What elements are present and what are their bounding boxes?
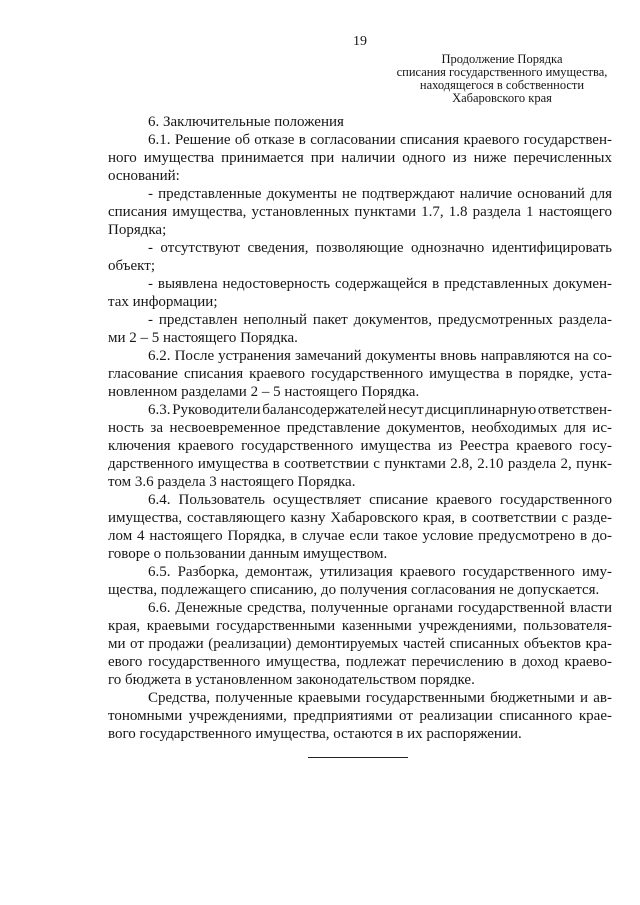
paragraph bbox=[108, 311, 612, 347]
text-line: том 3.6 раздела 3 настоящего Порядка. bbox=[108, 474, 356, 490]
text-line: гласование списания краевого государственного имущества в порядке, уста- bbox=[108, 366, 612, 382]
text-line: го бюджета в установленном законодательством порядке. bbox=[108, 672, 475, 688]
text-line: ключения краевого государственного имущества из Реестра краевого госу- bbox=[108, 438, 612, 454]
text-line: списания имущества, установленных пунктами 1.7, 1.8 раздела 1 настоящего bbox=[108, 204, 612, 220]
paragraph bbox=[108, 689, 612, 743]
paragraph bbox=[108, 347, 612, 401]
text-line: дарственного имущества в соответствии с пунктами 2.8, 2.10 раздела 2, пунк- bbox=[108, 456, 612, 472]
paragraph bbox=[108, 491, 612, 563]
text-line: 6.2. После устранения замечаний документы вновь направляются на со- bbox=[148, 348, 612, 364]
text-line: объект; bbox=[108, 258, 155, 274]
text-line: 6.5. Разборка, демонтаж, утилизация краевого государственного иму- bbox=[148, 564, 612, 580]
text-line: евого государственного имущества, подлежат перечислению в доход краево- bbox=[108, 654, 612, 670]
text-line: говоре о пользовании данным имуществом. bbox=[108, 546, 388, 562]
text-line: щества, подлежащего списанию, до получения согласования не допускается. bbox=[108, 582, 600, 598]
paragraph bbox=[108, 275, 612, 311]
header-line: списания государственного имущества, bbox=[396, 65, 608, 79]
header-line: Хабаровского края bbox=[452, 91, 552, 105]
text-line: новленном разделами 2 – 5 настоящего Порядка. bbox=[108, 384, 420, 400]
text-line: 6.3. Руководители балансодержателей несут дисциплинарную ответствен- bbox=[148, 402, 612, 418]
text-line: - отсутствуют сведения, позволяющие однозначно идентифицировать bbox=[148, 240, 612, 256]
text-line: края, краевыми государственными казенными учреждениями, пользователя- bbox=[108, 618, 612, 634]
header-line: Продолжение Порядка bbox=[441, 52, 563, 66]
text-line: 6.4. Пользователь осуществляет списание краевого государственного bbox=[148, 492, 612, 508]
page-number: 19 bbox=[353, 34, 367, 49]
header-line: находящегося в собственности bbox=[419, 78, 585, 92]
text-line: ного имущества принимается при наличии одного из ниже перечисленных bbox=[108, 150, 612, 166]
header-note bbox=[387, 53, 617, 105]
text-line: 6.1. Решение об отказе в согласовании списания краевого государствен- bbox=[148, 132, 612, 148]
text-line: тономными учреждениями, предприятиями от реализации списанного крае- bbox=[108, 708, 612, 724]
text-line: ность за несвоевременное представление документов, необходимых для ис- bbox=[108, 420, 612, 436]
section-title: 6. Заключительные положения bbox=[148, 114, 344, 130]
paragraph bbox=[108, 401, 612, 491]
text-line: - выявлена недостоверность содержащейся в представленных докумен- bbox=[148, 276, 612, 292]
document-body bbox=[108, 113, 612, 743]
text-line: вого государственного имущества, остаются в их распоряжении. bbox=[108, 726, 522, 742]
text-line: имущества, составляющего казну Хабаровского края, в соответствии с разде- bbox=[108, 510, 612, 526]
text-line: лом 4 настоящего Порядка, в случае если такое условие предусмотрено в до- bbox=[108, 528, 612, 544]
text-line: - представлен неполный пакет документов, предусмотренных раздела- bbox=[148, 312, 612, 328]
paragraph bbox=[108, 563, 612, 599]
text-line: тах информации; bbox=[108, 294, 218, 310]
paragraph bbox=[108, 239, 612, 275]
separator-line bbox=[308, 757, 408, 758]
text-line: оснований: bbox=[108, 168, 180, 184]
text-line: 6.6. Денежные средства, полученные органами государственной власти bbox=[148, 600, 612, 616]
text-line: Средства, полученные краевыми государственными бюджетными и ав- bbox=[148, 690, 612, 706]
text-line: - представленные документы не подтверждают наличие оснований для bbox=[148, 186, 612, 202]
text-line: Порядка; bbox=[108, 222, 167, 238]
text-line: ми 2 – 5 настоящего Порядка. bbox=[108, 330, 298, 346]
paragraph bbox=[108, 185, 612, 239]
paragraph bbox=[108, 599, 612, 689]
paragraph bbox=[108, 131, 612, 185]
text-line: ми от продажи (реализации) демонтируемых частей списанных объектов кра- bbox=[108, 636, 612, 652]
